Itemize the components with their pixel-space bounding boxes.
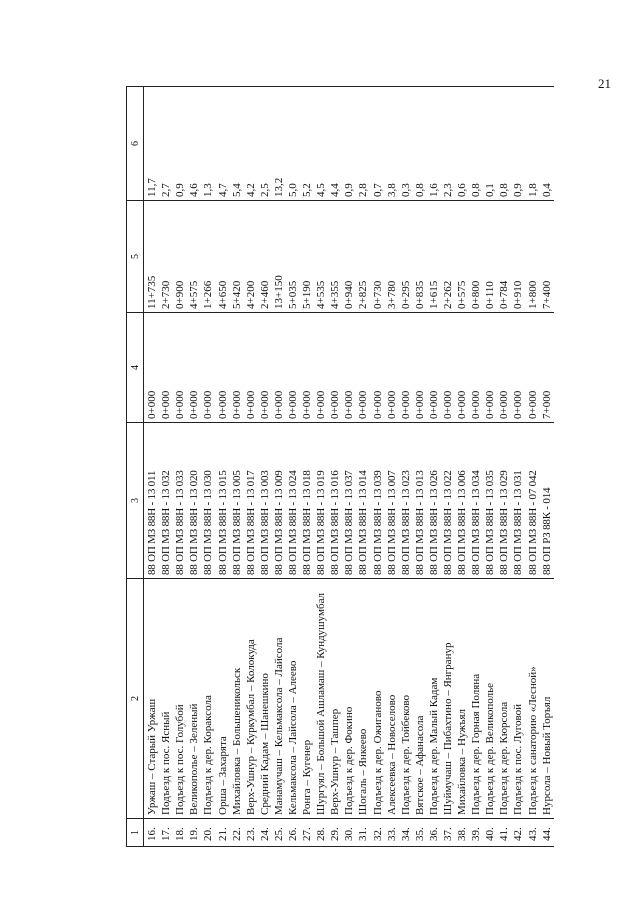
start-km-cell: 0+000 [483,313,497,423]
road-name-cell: Вятское – Афанасола [413,579,427,819]
start-km-cell: 0+000 [328,313,342,423]
length-km-cell: 0,9 [173,87,187,201]
road-name-cell: Подъезд к дер. Горная Поляна [469,579,483,819]
row-number-cell: 35. [413,819,427,847]
road-id-cell: 88 ОП МЗ 88Н - 13 014 [356,423,370,579]
end-km-cell: 4+200 [244,201,258,313]
road-name-cell: Подъезд к дер. Великополье [483,579,497,819]
table-row [187,87,201,847]
table-row [201,87,215,847]
road-name-cell: Алексеевка – Новоселово [385,579,399,819]
road-id-cell: 88 ОП РЗ 88К - 014 [540,423,554,579]
column-header-3: 3 [127,423,144,579]
table-row [385,87,399,847]
length-km-cell: 4,5 [314,87,328,201]
end-km-cell: 0+910 [511,201,525,313]
road-name-cell: Подъезд к дер. Фокино [342,579,356,819]
table-row [286,87,300,847]
length-km-cell: 0,3 [399,87,413,201]
road-name-cell: Шургуял – Большой Ашламаш – Кундушумбал [314,579,328,819]
start-km-cell: 0+000 [286,313,300,423]
table-row [427,87,441,847]
road-id-cell: 88 ОП МЗ 88Н - 13 015 [215,423,229,579]
road-id-cell: 88 ОП МЗ 88Н - 13 019 [314,423,328,579]
table-row [441,87,455,847]
end-km-cell: 4+355 [328,201,342,313]
road-id-cell: 88 ОП МЗ 88Н - 13 005 [230,423,244,579]
road-id-cell: 88 ОП МЗ 88Н - 13 031 [511,423,525,579]
road-name-cell: Подъезд к дер. Малый Кадам [427,579,441,819]
row-number-cell: 28. [314,819,328,847]
start-km-cell: 0+000 [173,313,187,423]
start-km-cell: 0+000 [144,313,160,423]
end-km-cell: 5+190 [300,201,314,313]
length-km-cell: 1,3 [201,87,215,201]
road-name-cell: Подъезд к пос. Луговой [511,579,525,819]
start-km-cell: 0+000 [187,313,201,423]
table-row [413,87,427,847]
row-number-cell: 21. [215,819,229,847]
road-id-cell: 88 ОП МЗ 88Н - 13 024 [286,423,300,579]
length-km-cell: 5,4 [230,87,244,201]
table-row [328,87,342,847]
road-id-cell: 88 ОП МЗ 88Н - 13 020 [187,423,201,579]
start-km-cell: 0+000 [413,313,427,423]
end-km-cell: 2+825 [356,201,370,313]
row-number-cell: 27. [300,819,314,847]
start-km-cell: 0+000 [469,313,483,423]
length-km-cell: 0,4 [540,87,554,201]
start-km-cell: 0+000 [371,313,385,423]
start-km-cell: 7+000 [540,313,554,423]
page-number: 21 [598,76,611,91]
start-km-cell: 0+000 [272,313,286,423]
table-row [455,87,469,847]
row-number-cell: 39. [469,819,483,847]
start-km-cell: 0+000 [314,313,328,423]
length-km-cell: 11,7 [144,87,160,201]
end-km-cell: 2+262 [441,201,455,313]
length-km-cell: 5,0 [286,87,300,201]
end-km-cell: 5+420 [230,201,244,313]
table-row [272,87,286,847]
road-id-cell: 88 ОП МЗ 88Н - 13 006 [455,423,469,579]
start-km-cell: 0+000 [342,313,356,423]
end-km-cell: 2+460 [258,201,272,313]
road-name-cell: Подъезд к дер. Ожиганово [371,579,385,819]
row-number-cell: 30. [342,819,356,847]
road-name-cell: Подъезд к дер. Тойбеково [399,579,413,819]
length-km-cell: 2,5 [258,87,272,201]
row-number-cell: 32. [371,819,385,847]
road-id-cell: 88 ОП МЗ 88Н - 13 023 [399,423,413,579]
road-name-cell: Орша – Захарята [215,579,229,819]
start-km-cell: 0+000 [201,313,215,423]
row-number-cell: 23. [244,819,258,847]
road-name-cell: Манамучаш – Кельмаксола – Лайсола [272,579,286,819]
road-id-cell: 88 ОП МЗ 88Н - 07 042 [526,423,540,579]
row-number-cell: 41. [497,819,511,847]
end-km-cell: 13+150 [272,201,286,313]
column-header-6: 6 [127,87,144,201]
length-km-cell: 2,3 [441,87,455,201]
row-number-cell: 33. [385,819,399,847]
road-name-cell: Подъезд к дер. Кораксола [201,579,215,819]
table-row [300,87,314,847]
end-km-cell: 0+900 [173,201,187,313]
column-header-2: 2 [127,579,144,819]
length-km-cell: 4,4 [328,87,342,201]
length-km-cell: 0,8 [469,87,483,201]
row-number-cell: 40. [483,819,497,847]
road-id-cell: 88 ОП МЗ 88Н - 13 013 [413,423,427,579]
length-km-cell: 0,6 [455,87,469,201]
table-row [230,87,244,847]
end-km-cell: 0+940 [342,201,356,313]
road-id-cell: 88 ОП МЗ 88Н - 13 003 [258,423,272,579]
start-km-cell: 0+000 [526,313,540,423]
row-number-cell: 37. [441,819,455,847]
length-km-cell: 4,2 [244,87,258,201]
start-km-cell: 0+000 [159,313,173,423]
row-number-cell: 18. [173,819,187,847]
length-km-cell: 0,8 [497,87,511,201]
length-km-cell: 0,7 [371,87,385,201]
table-row [314,87,328,847]
start-km-cell: 0+000 [215,313,229,423]
road-id-cell: 88 ОП МЗ 88Н - 13 011 [144,423,160,579]
table-row [244,87,258,847]
start-km-cell: 0+000 [230,313,244,423]
road-id-cell: 88 ОП МЗ 88Н - 13 033 [173,423,187,579]
column-header-1: 1 [127,819,144,847]
row-number-cell: 29. [328,819,342,847]
length-km-cell: 4,6 [187,87,201,201]
length-km-cell: 0,1 [483,87,497,201]
road-name-cell: Нурсола – Новый Торъял [540,579,554,819]
start-km-cell: 0+000 [455,313,469,423]
start-km-cell: 0+000 [300,313,314,423]
road-id-cell: 88 ОП МЗ 88Н - 13 039 [371,423,385,579]
road-name-cell: Михайловка – Большеникольск [230,579,244,819]
length-km-cell: 5,2 [300,87,314,201]
end-km-cell: 0+835 [413,201,427,313]
row-number-cell: 17. [159,819,173,847]
table-body [144,87,554,847]
road-name-cell: Ронга – Кугенер [300,579,314,819]
length-km-cell: 13,2 [272,87,286,201]
row-number-cell: 20. [201,819,215,847]
road-id-cell: 88 ОП МЗ 88Н - 13 037 [342,423,356,579]
row-number-cell: 16. [144,819,160,847]
row-number-cell: 43. [526,819,540,847]
length-km-cell: 1,6 [427,87,441,201]
start-km-cell: 0+000 [427,313,441,423]
row-number-cell: 24. [258,819,272,847]
road-name-cell: Шогаль – Янкеево [356,579,370,819]
road-name-cell: Верх-Ушнур – Куркумбал – Колокуда [244,579,258,819]
road-id-cell: 88 ОП МЗ 88Н - 13 034 [469,423,483,579]
column-header-5: 5 [127,201,144,313]
row-number-cell: 19. [187,819,201,847]
road-name-cell: Подъезд к пос. Голубой [173,579,187,819]
table-row [371,87,385,847]
column-header-4: 4 [127,313,144,423]
roads-table [126,86,554,847]
road-name-cell: Подъезд к санаторию «Лесной» [526,579,540,819]
length-km-cell: 0,9 [342,87,356,201]
table-row [526,87,540,847]
road-name-cell: Подъезд к пос. Ясный [159,579,173,819]
start-km-cell: 0+000 [497,313,511,423]
start-km-cell: 0+000 [441,313,455,423]
row-number-cell: 25. [272,819,286,847]
road-name-cell: Уржаш – Старый Уржаш [144,579,160,819]
end-km-cell: 0+110 [483,201,497,313]
end-km-cell: 0+575 [455,201,469,313]
end-km-cell: 0+800 [469,201,483,313]
length-km-cell: 1,8 [526,87,540,201]
row-number-cell: 44. [540,819,554,847]
road-name-cell: Подъезд к дер. Кюрсола [497,579,511,819]
start-km-cell: 0+000 [511,313,525,423]
road-name-cell: Верх-Ушнур – Ташпер [328,579,342,819]
end-km-cell: 7+400 [540,201,554,313]
road-id-cell: 88 ОП МЗ 88Н - 13 022 [441,423,455,579]
end-km-cell: 1+266 [201,201,215,313]
start-km-cell: 0+000 [385,313,399,423]
table-row [159,87,173,847]
end-km-cell: 11+735 [144,201,160,313]
end-km-cell: 4+535 [314,201,328,313]
road-name-cell: Шуймучаш – Пибахтино – Янгранур [441,579,455,819]
row-number-cell: 26. [286,819,300,847]
length-km-cell: 4,7 [215,87,229,201]
road-id-cell: 88 ОП МЗ 88Н - 13 029 [497,423,511,579]
start-km-cell: 0+000 [399,313,413,423]
row-number-cell: 22. [230,819,244,847]
road-name-cell: Великополье – Зеленый [187,579,201,819]
end-km-cell: 4+575 [187,201,201,313]
end-km-cell: 0+295 [399,201,413,313]
table-row [497,87,511,847]
length-km-cell: 2,7 [159,87,173,201]
length-km-cell: 3,8 [385,87,399,201]
road-name-cell: Кельмаксола – Лайсола – Алеево [286,579,300,819]
road-id-cell: 88 ОП МЗ 88Н - 13 016 [328,423,342,579]
end-km-cell: 4+650 [215,201,229,313]
table-row [342,87,356,847]
start-km-cell: 0+000 [244,313,258,423]
road-name-cell: Михайловка – Нужъял [455,579,469,819]
road-id-cell: 88 ОП МЗ 88Н - 13 026 [427,423,441,579]
road-id-cell: 88 ОП МЗ 88Н - 13 009 [272,423,286,579]
row-number-cell: 34. [399,819,413,847]
length-km-cell: 2,8 [356,87,370,201]
road-id-cell: 88 ОП МЗ 88Н - 13 017 [244,423,258,579]
end-km-cell: 1+615 [427,201,441,313]
end-km-cell: 0+784 [497,201,511,313]
row-number-cell: 42. [511,819,525,847]
table-row [356,87,370,847]
start-km-cell: 0+000 [356,313,370,423]
road-id-cell: 88 ОП МЗ 88Н - 13 007 [385,423,399,579]
table-row [144,87,160,847]
table-header-row [127,87,144,847]
table-row [483,87,497,847]
rotated-table-container [126,87,606,847]
road-id-cell: 88 ОП МЗ 88Н - 13 018 [300,423,314,579]
end-km-cell: 2+730 [159,201,173,313]
road-id-cell: 88 ОП МЗ 88Н - 13 032 [159,423,173,579]
row-number-cell: 31. [356,819,370,847]
table-row [511,87,525,847]
length-km-cell: 0,8 [413,87,427,201]
start-km-cell: 0+000 [258,313,272,423]
end-km-cell: 5+035 [286,201,300,313]
length-km-cell: 0,9 [511,87,525,201]
table-row [215,87,229,847]
table-row [540,87,554,847]
table-row [469,87,483,847]
row-number-cell: 36. [427,819,441,847]
table-row [399,87,413,847]
road-id-cell: 88 ОП МЗ 88Н - 13 035 [483,423,497,579]
end-km-cell: 0+730 [371,201,385,313]
end-km-cell: 3+780 [385,201,399,313]
row-number-cell: 38. [455,819,469,847]
end-km-cell: 1+800 [526,201,540,313]
road-id-cell: 88 ОП МЗ 88Н - 13 030 [201,423,215,579]
table-row [173,87,187,847]
table-row [258,87,272,847]
road-name-cell: Средний Кадам – Шанешкино [258,579,272,819]
